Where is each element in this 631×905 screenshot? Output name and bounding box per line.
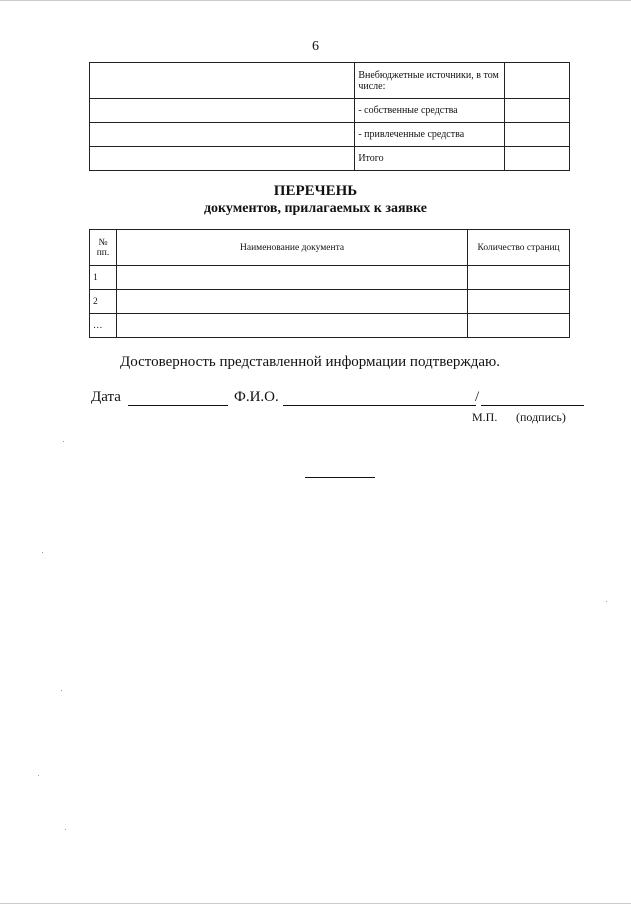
scan-edge-bottom — [0, 903, 631, 904]
scan-speck — [65, 829, 66, 830]
table-row — [90, 314, 570, 338]
table-row — [90, 266, 570, 290]
scan-speck — [63, 441, 64, 442]
stamp-label: М.П. — [472, 410, 498, 424]
column-header-number: № пп. — [90, 230, 117, 266]
table-header-row — [90, 230, 570, 266]
table-cell: - собственные средства — [355, 99, 505, 123]
table-row — [90, 123, 570, 147]
column-header-page-count: Количество страниц — [468, 230, 570, 266]
table-cell: Внебюджетные источники, в том числе: — [355, 63, 505, 99]
documents-table — [89, 229, 570, 338]
table-row — [90, 63, 570, 99]
table-cell — [90, 99, 355, 123]
table-row — [90, 99, 570, 123]
table-cell: - привлеченные средства — [355, 123, 505, 147]
table-cell — [505, 63, 570, 99]
table-cell: Итого — [355, 147, 505, 171]
table-cell — [505, 147, 570, 171]
slash-separator: / — [475, 389, 480, 405]
document-name-cell — [116, 266, 467, 290]
page-count-cell — [468, 290, 570, 314]
funding-sources-table — [89, 62, 570, 171]
fio-label: Ф.И.О. — [234, 389, 279, 405]
table-row — [90, 290, 570, 314]
table-cell — [90, 123, 355, 147]
scan-speck — [606, 601, 607, 602]
table-cell — [505, 99, 570, 123]
table-row — [90, 147, 570, 171]
heading-subtitle: документов, прилагаемых к заявке — [203, 201, 428, 216]
row-number: … — [90, 314, 117, 338]
table-cell — [505, 123, 570, 147]
signature-line — [91, 389, 586, 413]
fio-blank-line — [283, 405, 476, 406]
closing-divider — [305, 477, 375, 478]
row-number: 2 — [90, 290, 117, 314]
documents-list-heading — [0, 182, 631, 218]
table-cell — [90, 147, 355, 171]
scan-edge-top — [0, 0, 631, 1]
scan-speck — [42, 552, 43, 553]
table-cell — [90, 63, 355, 99]
scan-speck — [38, 775, 39, 776]
page-count-cell — [468, 266, 570, 290]
page-number: 6 — [312, 39, 319, 54]
row-number: 1 — [90, 266, 117, 290]
date-blank-line — [128, 405, 228, 406]
heading-title: ПЕРЕЧЕНЬ — [273, 183, 358, 199]
document-name-cell — [116, 290, 467, 314]
confirmation-statement: Достоверность представленной информации подтверждаю. — [120, 354, 500, 370]
signature-caption: (подпись) — [516, 410, 566, 424]
date-label: Дата — [91, 389, 121, 405]
document-name-cell — [116, 314, 467, 338]
page-count-cell — [468, 314, 570, 338]
signature-blank-line — [481, 405, 584, 406]
column-header-document-name: Наименование документа — [116, 230, 467, 266]
scan-speck — [61, 690, 62, 691]
